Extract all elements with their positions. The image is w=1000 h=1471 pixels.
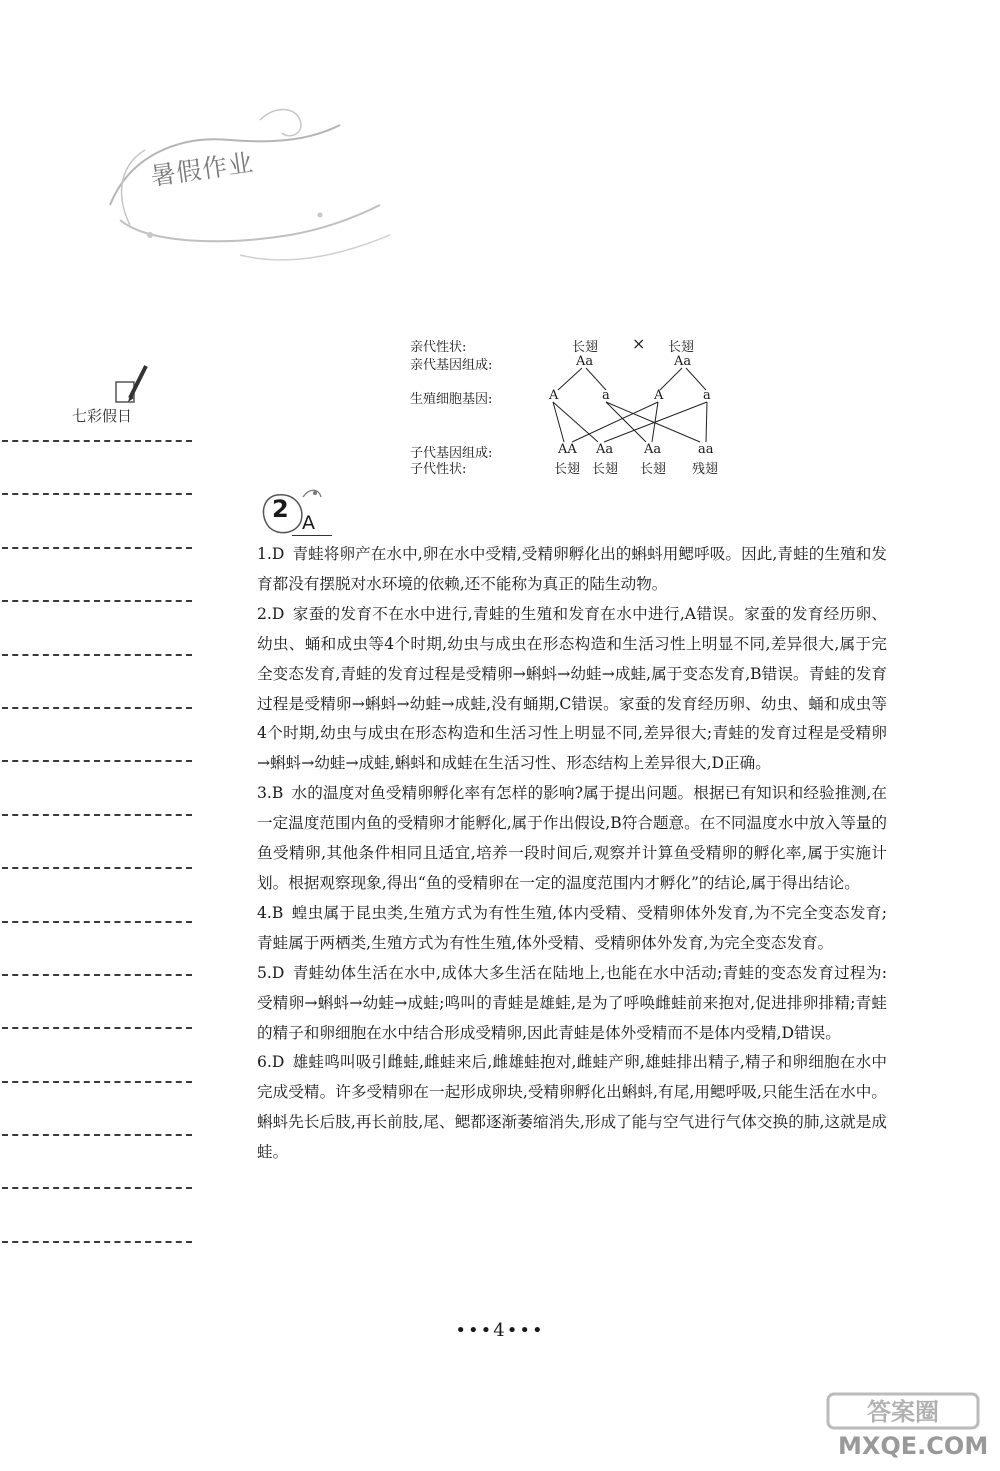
watermark-site: MXQE.COM [838,1432,989,1460]
margin-note-line [2,1081,192,1083]
offspring-genotype: aa [698,442,714,457]
gamete: A [654,388,664,403]
margin-label: 七彩假日 [72,407,133,425]
margin-note-line [2,547,192,549]
margin-note-line [2,1241,192,1243]
offspring-traits-label: 子代性状: [410,462,467,477]
answer-item [257,779,887,899]
answer-text: 青蛙将卵产在水中,卵在水中受精,受精卵孵化出的蝌蚪用鳃呼吸。因此,青蛙的生殖和发育都没有摆脱对水环境的依赖,还不能称为真正的陆生动物。 [257,545,887,593]
offspring-genotype: AA [558,442,577,457]
genetic-cross-diagram [410,330,740,480]
gamete-label: 生殖细胞基因: [410,392,493,407]
page-number: •••4••• [455,1320,545,1341]
offspring-trait: 长翅 [592,462,619,477]
pen-icon [112,360,152,408]
answer-number: 1.D [257,545,285,563]
answer-number: 4.B [257,903,284,922]
margin-note-line [2,1187,192,1189]
answer-text: 家蚕的发育不在水中进行,青蛙的生殖和发育在水中进行,A错误。家蚕的发育经历卵、幼虫、蛹和成虫等4个时期,幼虫与成虫在形态构造和生活习性上明显不同,差异很大,属于完全变态发育,青蛙的发育过程是受精卵→蝌蚪→幼蛙→成蛙,属于变态发育,B错误。青蛙的发育过程是受精卵→蝌蚪→幼蛙→成蛙,没有蛹期,C错误。家蚕的发育经历卵、幼虫、蛹和成虫等4个时期,幼虫与成虫在形态构造和生活习性上明显不同,差异很大;青蛙的发育过程是受精卵→蝌蚪→幼蛙→成蛙,蝌蚪和成蛙在生活习性、形态结构上差异很大,D正确。 [257,604,887,773]
section-badge [255,485,345,540]
answer-item [257,1048,887,1168]
parent-traits-label: 亲代性状: [410,340,467,355]
answer-item [257,959,887,1049]
svg-text:答案圈: 答案圈 [867,1398,939,1426]
cross-symbol: × [632,334,646,353]
gamete: a [703,388,711,403]
answer-number: 5.D [257,963,285,982]
offspring-genotype: Aa [644,442,662,457]
margin-note-line [2,440,192,442]
margin-note-line [2,707,192,709]
offspring-trait: 残翅 [692,462,719,477]
section-letter: A [302,512,315,534]
answer-item [257,899,887,959]
parent-trait-right: 长翅 [668,340,695,355]
offspring-genotype-label: 子代基因组成: [410,446,493,461]
parent-genotype-right: Aa [674,354,692,369]
parent-trait-left: 长翅 [572,340,599,355]
section-underline [292,535,332,536]
margin-note-lines [2,440,192,1294]
margin-note-line [2,600,192,602]
answer-number: 3.B [257,784,284,803]
gamete: a [602,388,610,403]
answer-text: 水的温度对鱼受精卵孵化率有怎样的影响?属于提出问题。根据已有知识和经验推测,在一定温度范围内鱼的受精卵才能孵化,属于作出假设,B符合题意。在不同温度水中放入等量的鱼受精卵,其他条件相同且适宜,培养一段时间后,观察并计算鱼受精卵的孵化率,属于实施计划。根据观察现象,得出“鱼的受精卵在一定的温度范围内才孵化”的结论,属于得出结论。 [257,784,887,892]
header-logo-text: 暑假作业 [148,147,256,192]
parent-genotype-left: Aa [576,354,594,369]
margin-note-line [2,921,192,923]
margin-note-line [2,654,192,656]
answer-text: 雄蛙鸣叫吸引雌蛙,雌蛙来后,雌雄蛙抱对,雌蛙产卵,雄蛙排出精子,精子和卵细胞在水中完成受精。许多受精卵在一起形成卵块,受精卵孵化出蝌蚪,有尾,用鳃呼吸,只能生活在水中。蝌蚪先长后肢,再长前肢,尾、鳃都逐渐萎缩消失,形成了能与空气进行气体交换的肺,这就是成蛙。 [257,1053,887,1162]
gamete: A [549,388,559,403]
answer-number: 2.D [257,604,285,623]
margin-note-line [2,974,192,976]
margin-note-line [2,1027,192,1029]
answer-text: 青蛙幼体生活在水中,成体大多生活在陆地上,也能在水中活动;青蛙的变态发育过程为:受精卵→蝌蚪→幼蛙→成蛙;鸣叫的青蛙是雄蛙,是为了呼唤雌蛙前来抱对,促进排卵排精;青蛙的精子和卵细胞在水中结合形成受精卵,因此青蛙是体外受精而不是体内受精,D错误。 [257,963,887,1042]
parent-genotype-label: 亲代基因组成: [410,358,493,373]
answer-item [257,540,887,600]
margin-note-line [2,867,192,869]
answer-list [257,540,887,1168]
answer-item [257,600,887,779]
section-number: 2 [272,495,289,523]
margin-note-line [2,493,192,495]
header-ornament [90,95,390,275]
margin-note-line [2,814,192,816]
answer-text: 蝗虫属于昆虫类,生殖方式为有性生殖,体内受精、受精卵体外发育,为不完全变态发育;青蛙属于两栖类,生殖方式为有性生殖,体外受精、受精卵体外发育,为完全变态发育。 [257,903,887,952]
margin-note-line [2,1134,192,1136]
offspring-trait: 长翅 [640,462,667,477]
margin-note-line [2,760,192,762]
answer-number: 6.D [257,1053,285,1072]
offspring-genotype: Aa [596,442,614,457]
offspring-trait: 长翅 [554,462,581,477]
